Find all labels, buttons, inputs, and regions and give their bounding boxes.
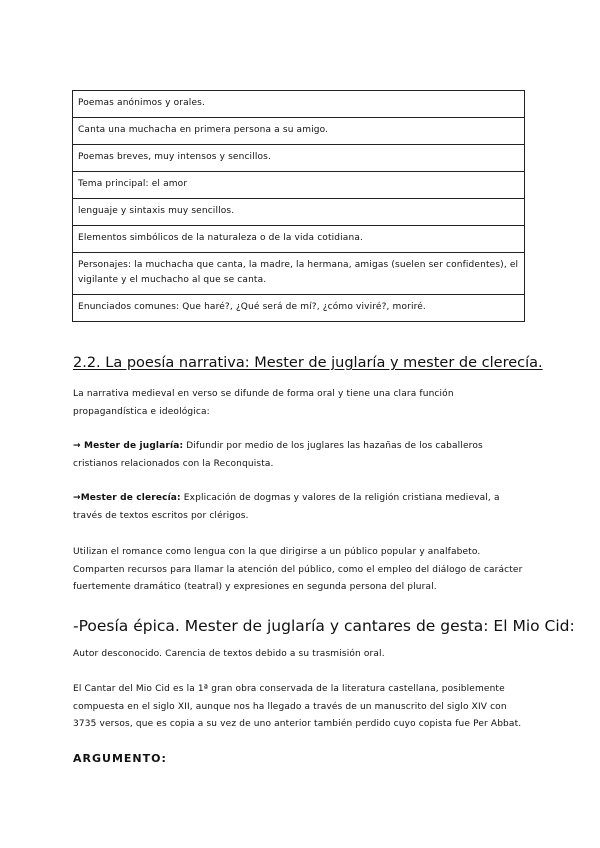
author-line: Autor desconocido. Carencia de textos debido a su trasmisión oral. xyxy=(73,649,385,659)
table-cell: Poemas breves, muy intensos y sencillos. xyxy=(73,145,525,172)
table-cell: Canta una muchacha en primera persona a su amigo. xyxy=(73,118,525,145)
table-row xyxy=(73,295,525,322)
table-cell: Personajes: la muchacha que canta, la madre, la hermana, amigas (suelen ser confidentes), el vigilante y el muchacho al que se canta. xyxy=(73,253,525,295)
table-row xyxy=(73,118,525,145)
table-cell: Tema principal: el amor xyxy=(73,172,525,199)
table-cell: Poemas anónimos y orales. xyxy=(73,91,525,118)
juglaria-text: Difundir por medio de los juglares las hazañas de los caballeros cristianos relacionados con la Reconquista. xyxy=(73,441,483,469)
juglaria-label: → Mester de juglaría: xyxy=(73,441,184,451)
table-cell: Elementos simbólicos de la naturaleza o de la vida cotidiana. xyxy=(73,226,525,253)
table-row xyxy=(73,253,525,295)
epic-heading: -Poesía épica. Mester de juglaría y cantares de gesta: El Mio Cid: xyxy=(73,617,575,635)
clerecia-text: Explicación de dogmas y valores de la religión cristiana medieval, a través de textos escritos por clérigos. xyxy=(73,493,500,521)
section-heading: 2.2. La poesía narrativa: Mester de juglaría y mester de clerecía. xyxy=(73,355,543,371)
clerecia-label: →Mester de clerecía: xyxy=(73,493,181,503)
table-row xyxy=(73,91,525,118)
romance-paragraph: Utilizan el romance como lengua con la que dirigirse a un público popular y analfabeto. Comparten recursos para llamar la atención del público, como el empleo del diálogo de carácter fuertemente dramático (teatral) y expresiones en segunda persona del plural. xyxy=(73,547,523,592)
juglaria-paragraph xyxy=(73,438,525,473)
cantar-paragraph: El Cantar del Mio Cid es la 1ª gran obra conservada de la literatura castellana, posiblemente compuesta en el siglo XII, aunque nos ha llegado a través de un manuscrito del siglo XIV con 3735 versos, que es copia a su vez de uno anterior también perdido cuyo copista fue Per Abbat. xyxy=(73,684,522,729)
intro-paragraph: La narrativa medieval en verso se difunde de forma oral y tiene una clara función propagandística e ideológica: xyxy=(73,389,454,417)
table-row xyxy=(73,172,525,199)
table-cell: Enunciados comunes: Que haré?, ¿Qué será de mí?, ¿cómo viviré?, moriré. xyxy=(73,295,525,322)
argumento-heading: ARGUMENTO: xyxy=(73,752,167,765)
table-cell: lenguaje y sintaxis muy sencillos. xyxy=(73,199,525,226)
clerecia-paragraph xyxy=(73,490,525,525)
table-row xyxy=(73,226,525,253)
table-row xyxy=(73,145,525,172)
table-row xyxy=(73,199,525,226)
features-table xyxy=(72,90,525,322)
